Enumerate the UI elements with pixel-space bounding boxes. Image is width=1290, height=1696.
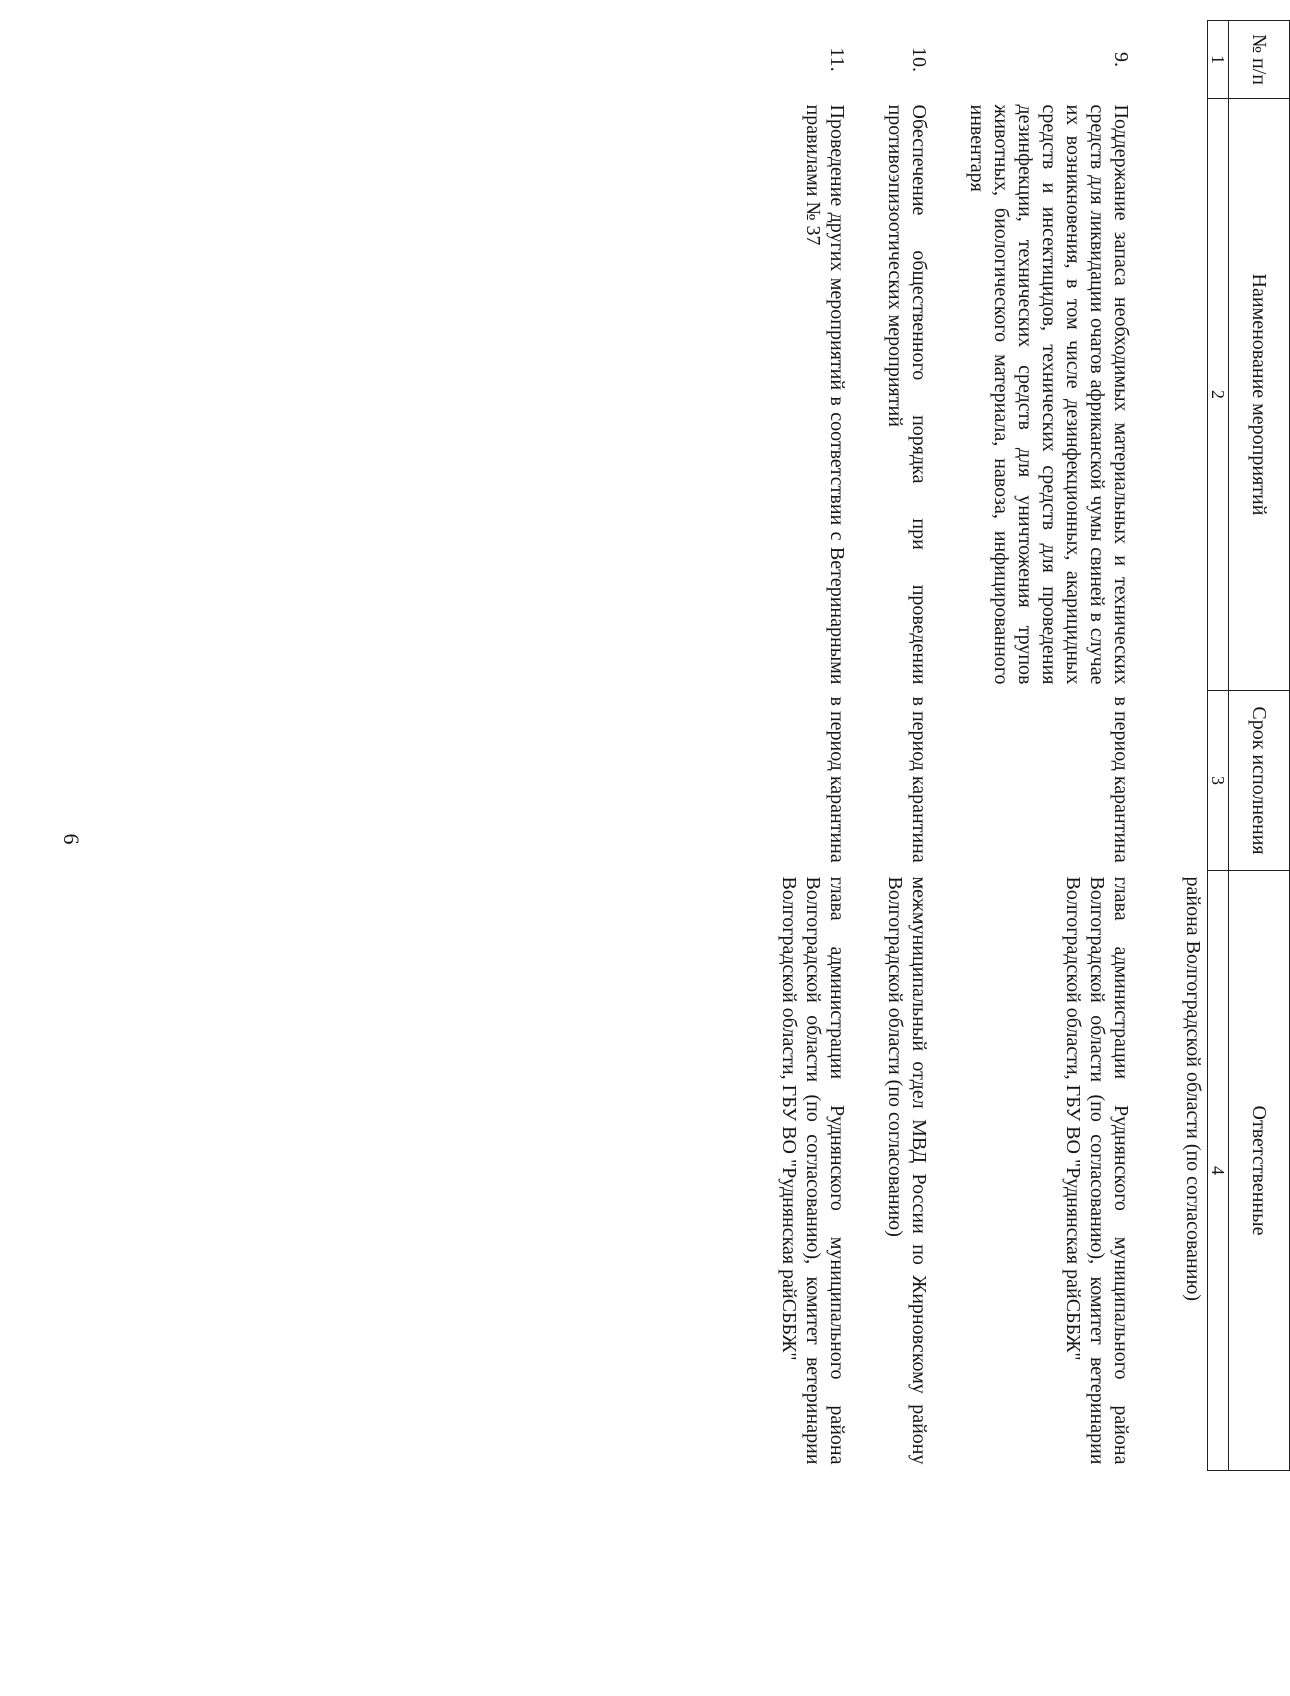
- column-number-row: [1208, 21, 1229, 1471]
- table-header: [1208, 21, 1290, 1471]
- rotated-page: [110, 20, 1290, 1470]
- row-number: 10.: [908, 47, 930, 72]
- table-row: [777, 21, 849, 1471]
- measure-term: в период карантина: [826, 696, 848, 863]
- table-row: [883, 21, 931, 1471]
- row-number: 9.: [1110, 52, 1132, 67]
- measure-name: Проведение других мероприятий в соответствии с Ветеринарными правилами № 37: [802, 104, 848, 685]
- measure-responsible: глава администрации Руднянского муниципального района Волгоградской области (по согласованию), комитет ветеринарии Волгоградской области, ГБУ ВО "Руднянская райСББЖ": [1062, 876, 1132, 1465]
- measure-responsible: глава администрации Руднянского муниципального района Волгоградской области (по согласованию), комитет ветеринарии Волгоградской области, ГБУ ВО "Руднянская райСББЖ": [778, 876, 848, 1465]
- page-number: 6: [59, 833, 84, 845]
- table-body: [777, 21, 1208, 1471]
- measure-term: в период карантина: [908, 696, 930, 863]
- continuation-text: района Волгоградской области (по согласованию): [1182, 876, 1204, 1302]
- header-no: № п/п: [1229, 21, 1290, 99]
- measure-name: Поддержание запаса необходимых материальных и технических средств для ликвидации очагов африканской чумы свиней в случае их возникновения, в том числе дезинфекционных, акарицидных средств и инсектицидов, технических средств для проведения дезинфекции, технических средств для уничтожения трупов животных, биологического материала, навоза, инфицированного инвентаря: [966, 104, 1132, 685]
- header-term: Срок исполнения: [1229, 691, 1290, 871]
- table-row: [965, 21, 1133, 1471]
- header-name: Наименование мероприятий: [1229, 99, 1290, 691]
- column-number-2: 2: [1208, 99, 1229, 691]
- column-number-4: 4: [1208, 871, 1229, 1471]
- measure-name: Обеспечение общественного порядка при проведении противоэпизоотических мероприятий: [884, 104, 930, 685]
- measures-table: [777, 20, 1290, 1471]
- row-number: 11.: [826, 47, 848, 72]
- column-number-3: 3: [1208, 691, 1229, 871]
- column-number-1: 1: [1208, 21, 1229, 99]
- header-responsible: Ответственные: [1229, 871, 1290, 1471]
- header-row: [1229, 21, 1290, 1471]
- continuation-row: [1181, 21, 1208, 1471]
- measure-responsible: межмуниципальный отдел МВД России по Жирновскому району Волгоградской области (по согласованию): [884, 876, 930, 1465]
- measure-term: в период карантина: [1110, 696, 1132, 863]
